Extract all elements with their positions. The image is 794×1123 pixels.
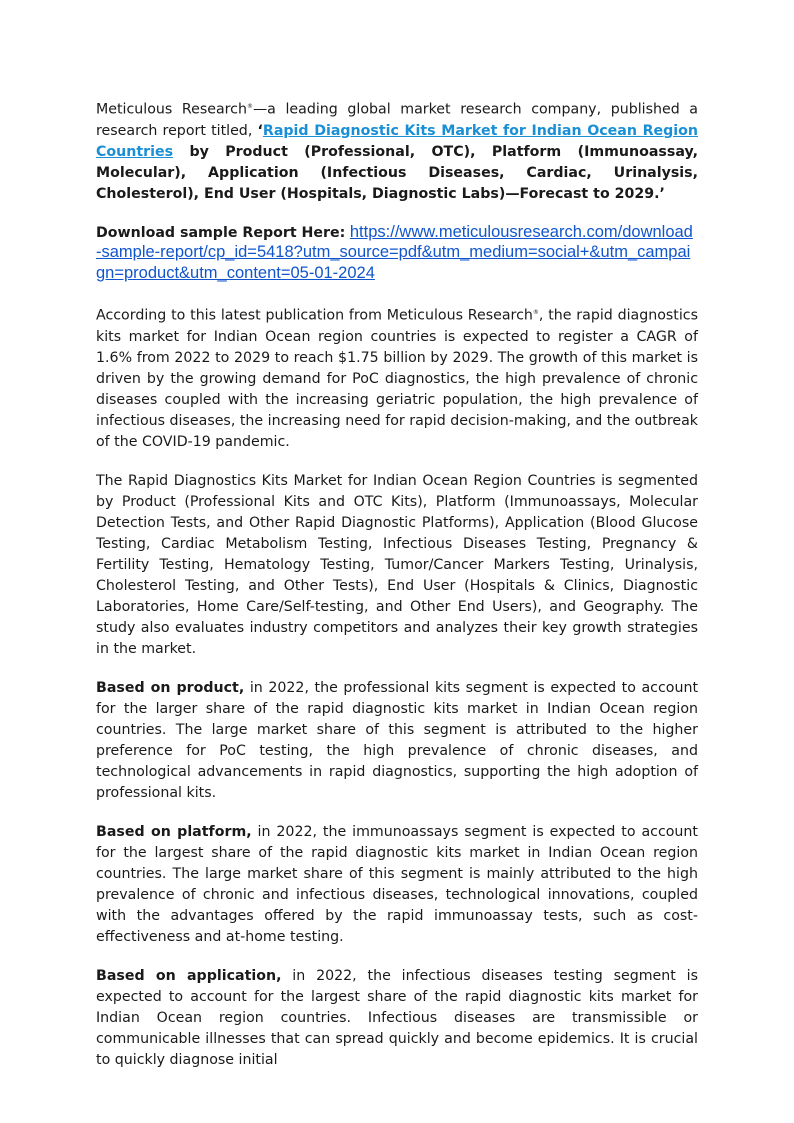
paragraph-overview bbox=[96, 302, 698, 453]
product-lead: Based on product, bbox=[96, 679, 245, 696]
overview-text-end: , the rapid diagnostics kits market for Indian Ocean region countries is expected to register a CAGR of 1.6% from 2022 to 2029 to reach $1.75 billion by 2029. The growth of this market is driven by the growing demand for PoC diagnostics, the high prevalence of chronic diseases coupled with the increasing geriatric population, the high prevalence of infectious diseases, the increasing need for rapid decision-making, and the outbreak of the COVID-19 pandemic. bbox=[96, 307, 698, 450]
paragraph-application bbox=[96, 966, 698, 1071]
application-body: in 2022, the infectious diseases testing segment is expected to account for the largest share of the rapid diagnostic kits market for Indian Ocean region countries. Infectious diseases are transmissible or communicable illnesses that can spread quickly and become epidemics. It is crucial to quickly diagnose initial bbox=[96, 967, 698, 1068]
product-body: in 2022, the professional kits segment is expected to account for the larger share of the rapid diagnostic kits market in Indian Ocean region countries. The large market share of this segment is attributed to the higher preference for PoC testing, the high prevalence of chronic diseases, and technological advancements in rapid diagnostics, supporting the high adoption of professional kits. bbox=[96, 679, 699, 801]
overview-text-start: According to this latest publication from Meticulous Research bbox=[96, 307, 533, 324]
document-body bbox=[96, 96, 698, 1089]
company-name: Meticulous Research bbox=[96, 101, 247, 118]
download-label: Download sample Report Here: bbox=[96, 224, 346, 241]
intro-text: —a leading global market research company, published a research report titled, bbox=[96, 101, 699, 139]
platform-lead: Based on platform, bbox=[96, 823, 252, 840]
quote-open: ‘ bbox=[257, 122, 263, 139]
intro-paragraph bbox=[96, 96, 698, 205]
paragraph-product bbox=[96, 678, 698, 804]
registered-mark: ® bbox=[246, 103, 253, 110]
download-sample-link[interactable]: https://www.meticulousresearch.com/download-sample-report/cp_id=5418?utm_source=pdf&utm_medium=social+&utm_campaign=product&utm_content=05-01-2024 bbox=[96, 222, 693, 282]
paragraph-segmentation: The Rapid Diagnostics Kits Market for Indian Ocean Region Countries is segmented by Product (Professional Kits and OTC Kits), Platform (Immunoassays, Molecular Detection Tests, and Other Rapid Diagnostic Platforms), Application (Blood Glucose Testing, Cardiac Metabolism Testing, Infectious Diseases Testing, Pregnancy & Fertility Testing, Hematology Testing, Tumor/Cancer Markers Testing, Urinalysis, Cholesterol Testing, and Other Tests), End User (Hospitals & Clinics, Diagnostic Laboratories, Home Care/Self-testing, and Other End Users), and Geography. The study also evaluates industry competitors and analyzes their key growth strategies in the market. bbox=[96, 472, 698, 657]
report-title-rest: by Product (Professional, OTC), Platform (Immunoassay, Molecular), Application (Infectious Diseases, Cardiac, Urinalysis, Cholesterol), End User (Hospitals, Diagnostic Labs)—Forecast to 2029.’ bbox=[96, 143, 698, 202]
platform-body: in 2022, the immunoassays segment is expected to account for the largest share of the rapid diagnostic kits market in Indian Ocean region countries. The large market share of this segment is mainly attributed to the high prevalence of chronic and infectious diseases, technological innovations, coupled with the advantages offered by the rapid immunoassay tests, such as cost-effectiveness and at-home testing. bbox=[96, 823, 698, 945]
paragraph-platform bbox=[96, 822, 698, 948]
report-title-link[interactable]: Rapid Diagnostic Kits Market for Indian Ocean Region Countries bbox=[96, 122, 698, 160]
application-lead: Based on application, bbox=[96, 967, 282, 984]
registered-mark: ® bbox=[532, 309, 539, 317]
download-paragraph bbox=[96, 223, 698, 285]
